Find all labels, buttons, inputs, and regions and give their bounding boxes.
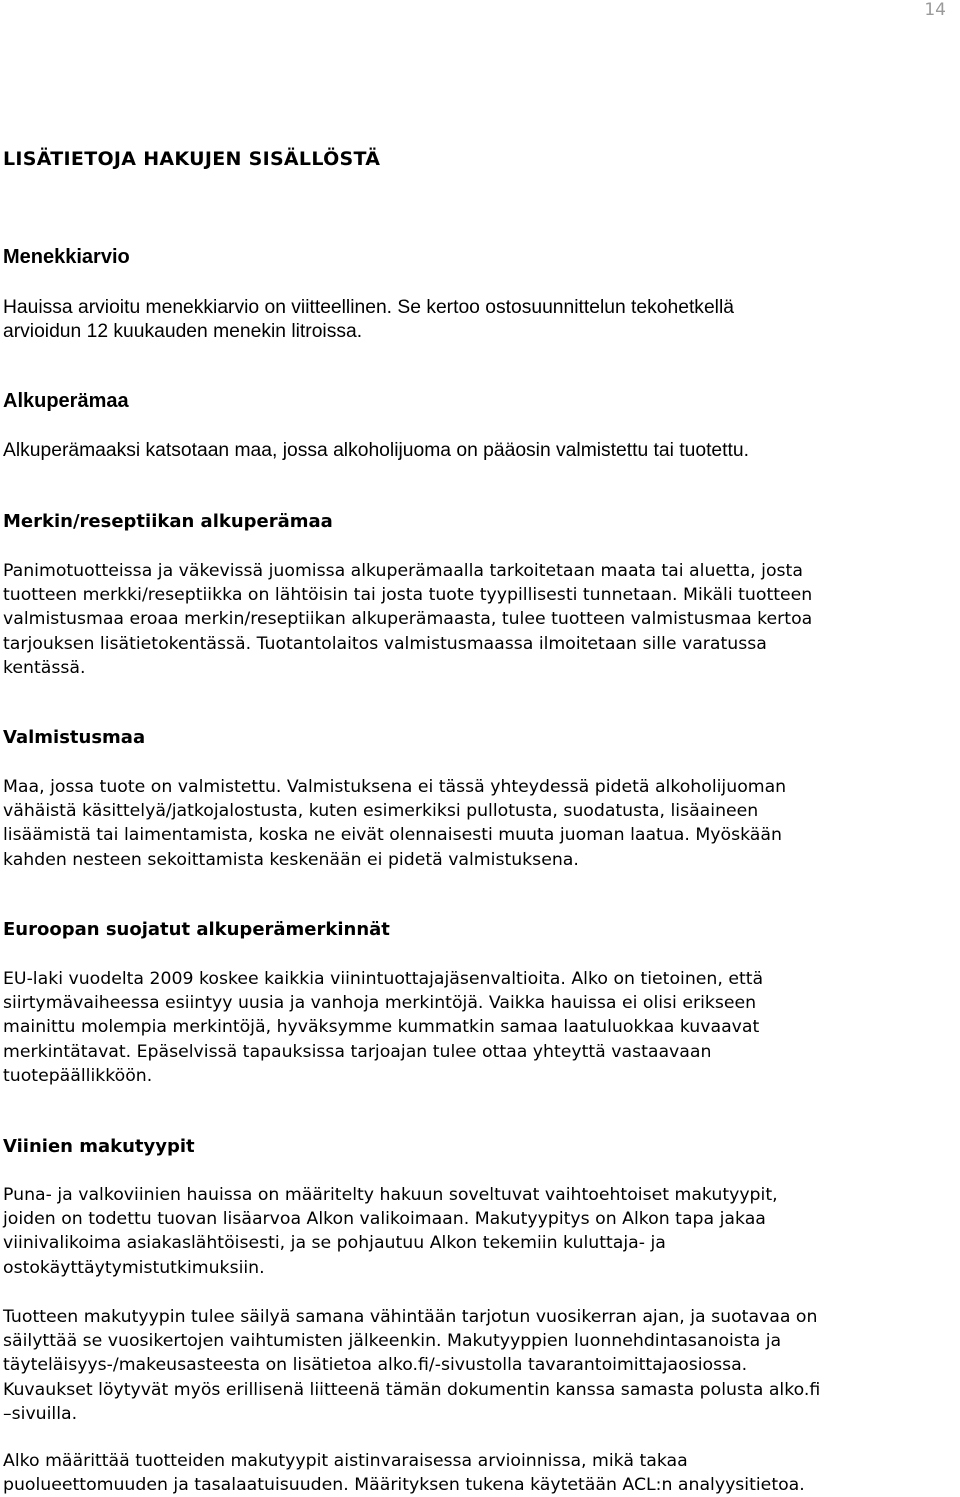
heading-alkuperamaa: Alkuperämaa bbox=[3, 390, 129, 412]
paragraph-makutyypit-3: Alko määrittää tuotteiden makutyypit aistinvaraisessa arvioinnissa, mikä takaa puolueettomuuden ja tasalaatuisuuden. Määrityksen tukena käytetään ACL:n analyysitietoa. bbox=[3, 1451, 805, 1496]
paragraph-makutyypit-2: Tuotteen makutyypin tulee säilyä samana vähintään tarjotun vuosikerran ajan, ja suotavaa on säilyttää se vuosikertojen vaihtumisten jälkeenkin. Makutyyppien luonnehdintasanoista ja täyteläisyys-/makeusasteesta on lisätietoa alko.fi/-sivustolla tavarantoimittajaosiossa. Kuvaukset löytyvät myös erillisenä liitteenä tämän dokumentin kanssa samasta polusta alko.fi –sivuilla. bbox=[3, 1307, 821, 1424]
heading-valmistusmaa: Valmistusmaa bbox=[3, 727, 146, 748]
paragraph-euroopan-suojatut: EU-laki vuodelta 2009 koskee kaikkia viinintuottajajäsenvaltioita. Alko on tietoinen, että siirtymävaiheessa esiintyy uusia ja vanhoja merkintöjä. Vaikka hauissa ei olisi erikseen mainittu molempia merkintöjä, hyväksymme kummatkin samaa laatuluokkaa kuvaavat merkintätavat. Epäselvissä tapauksissa tarjoajan tulee ottaa yhteyttä vastaavaan tuotepäällikköön. bbox=[3, 969, 764, 1086]
heading-menekkiarvio: Menekkiarvio bbox=[3, 246, 130, 268]
paragraph-valmistusmaa: Maa, jossa tuote on valmistettu. Valmistuksena ei tässä yhteydessä pidetä alkoholijuoman vähäistä käsittelyä/jatkojalostusta, kuten esimerkiksi pullotusta, suodatusta, lisäaineen lisäämistä tai laimentamista, koska ne eivät olennaisesti muuta juoman laatua. Myöskään kahden nesteen sekoittamista keskenään ei pidetä valmistuksena. bbox=[3, 777, 787, 870]
paragraph-menekkiarvio: Hauissa arvioitu menekkiarvio on viitteellinen. Se kertoo ostosuunnittelun tekohetkellä arvioidun 12 kuukauden menekin litroissa. bbox=[3, 297, 734, 342]
heading-merkin-alkuperamaa: Merkin/reseptiikan alkuperämaa bbox=[3, 511, 333, 532]
document-title: LISÄTIETOJA HAKUJEN SISÄLLÖSTÄ bbox=[3, 148, 381, 170]
heading-viinien-makutyypit: Viinien makutyypit bbox=[3, 1136, 195, 1157]
paragraph-merkin-alkuperamaa: Panimotuotteissa ja väkevissä juomissa alkuperämaalla tarkoitetaan maata tai aluetta, josta tuotteen merkki/reseptiikka on lähtöisin tai josta tuote tyypillisesti tunnetaan. Mikäli tuotteen valmistusmaa eroaa merkin/reseptiikan alkuperämaasta, tulee tuotteen valmistusmaa kertoa tarjouksen lisätietokentässä. Tuotantolaitos valmistusmaassa ilmoitetaan sille varatussa kentässä. bbox=[3, 561, 813, 678]
page-number: 14 bbox=[924, 0, 946, 20]
paragraph-makutyypit-1: Puna- ja valkoviinien hauissa on määritelty hakuun soveltuvat vaihtoehtoiset makutyypit, joiden on todettu tuovan lisäarvoa Alkon valikoimaan. Makutyypitys on Alkon tapa jakaa viinivalikoima asiakaslähtöisesti, ja se pohjautuu Alkon tekemiin kuluttaja- ja ostokäyttäytymistutkimuksiin. bbox=[3, 1185, 778, 1278]
heading-euroopan-suojatut: Euroopan suojatut alkuperämerkinnät bbox=[3, 919, 390, 940]
paragraph-alkuperamaa: Alkuperämaaksi katsotaan maa, jossa alkoholijuoma on pääosin valmistettu tai tuotettu. bbox=[3, 440, 749, 461]
